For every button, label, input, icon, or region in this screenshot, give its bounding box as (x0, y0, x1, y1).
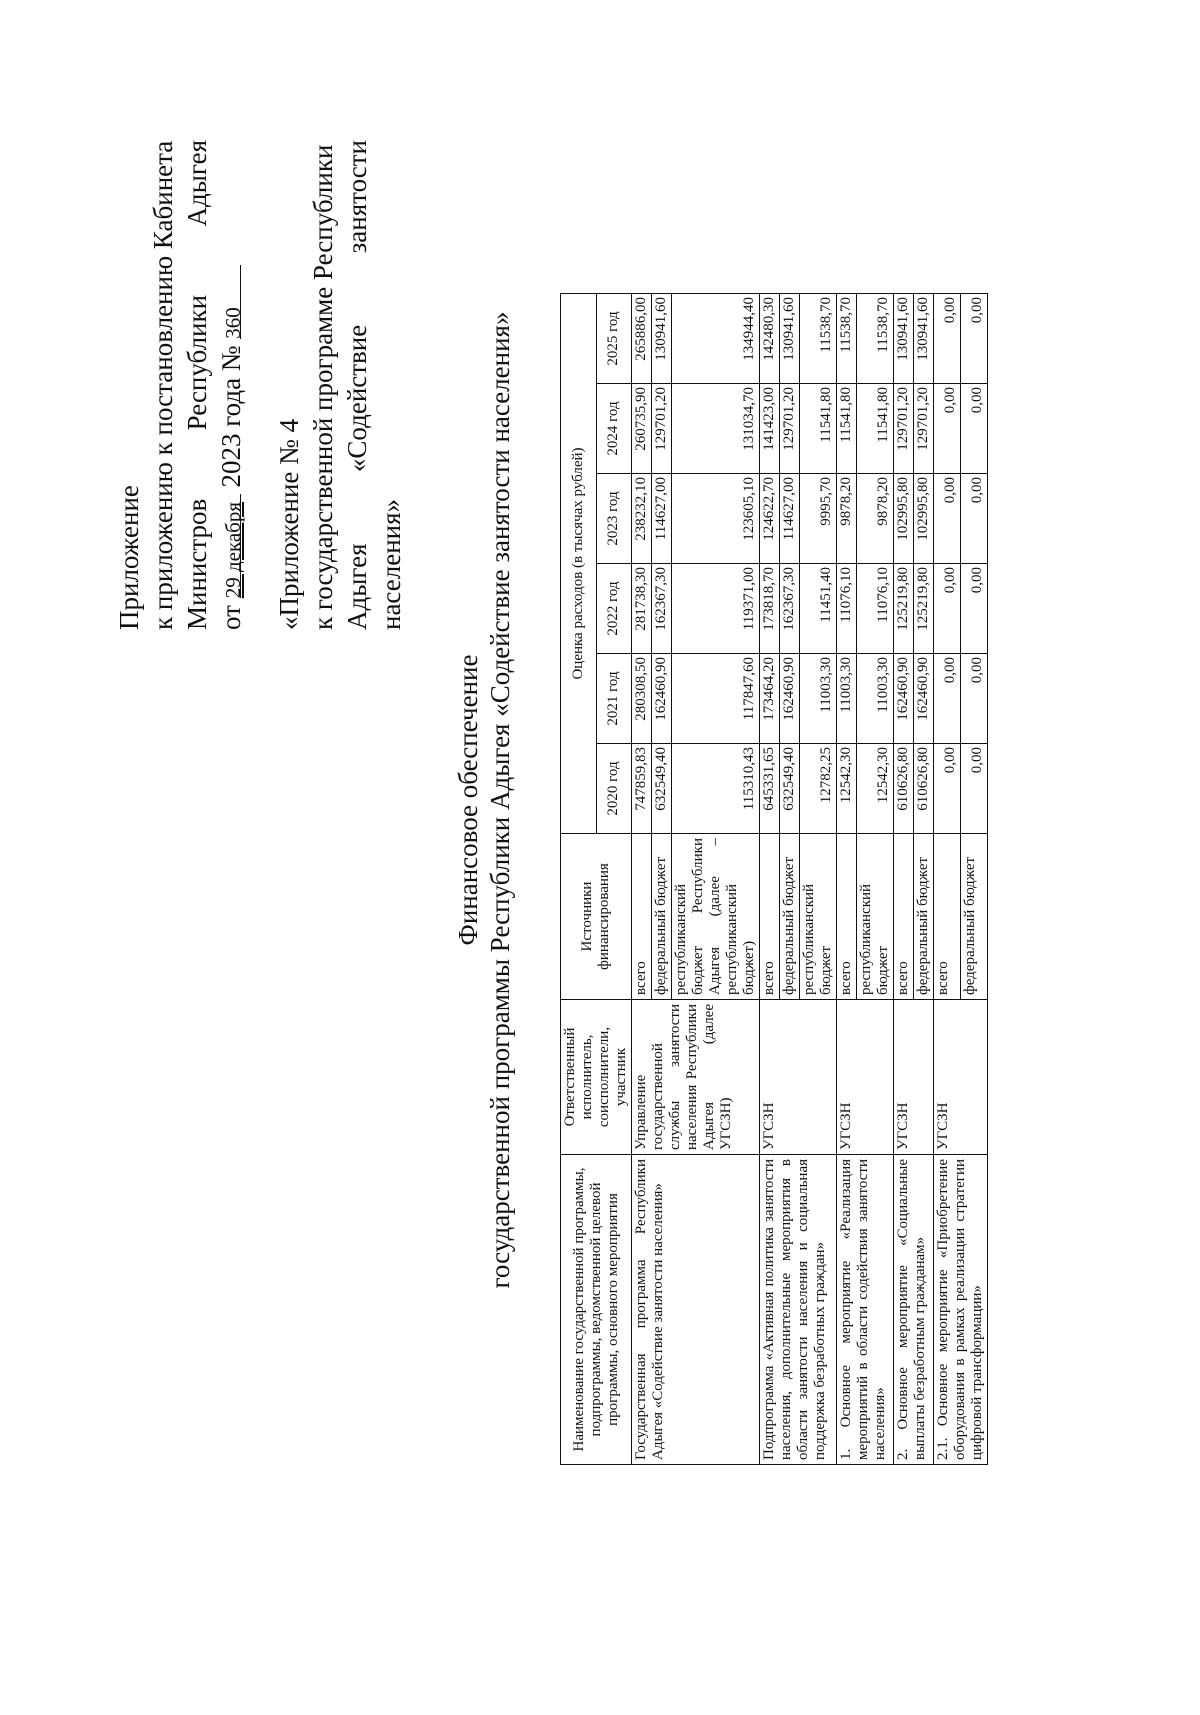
value-cell: 9878,20 (857, 474, 894, 564)
value-cell: 610626,80 (894, 744, 914, 834)
value-cell: 134944,40 (672, 294, 760, 384)
header-year: 2022 год (596, 564, 632, 654)
title-line-1: Финансовое обеспечение (453, 654, 483, 946)
value-cell: 0,00 (934, 294, 961, 384)
value-cell: 610626,80 (914, 744, 934, 834)
value-cell: 130941,60 (894, 294, 914, 384)
approval-word: Адыгея (182, 140, 212, 227)
value-cell: 11538,70 (857, 294, 894, 384)
source-cell: всего (934, 834, 961, 1000)
source-cell: федеральный бюджет (652, 834, 672, 1000)
header-executor: Ответственный исполнитель, соисполнители, участник (561, 1000, 632, 1155)
source-cell: республиканский бюджет Республики Адыгея (далее – республиканский бюджет) (672, 834, 760, 1000)
value-cell: 281738,30 (632, 564, 652, 654)
header-year: 2023 год (596, 474, 632, 564)
value-cell: 142480,30 (760, 294, 780, 384)
value-cell: 11003,30 (800, 654, 837, 744)
table-row (934, 294, 961, 1465)
value-cell: 141423,00 (760, 384, 780, 474)
value-cell: 747859,83 (632, 744, 652, 834)
date-field (214, 494, 245, 599)
source-cell: федеральный бюджет (780, 834, 800, 1000)
annex-word: «Содействие (342, 324, 372, 473)
source-cell: федеральный бюджет (914, 834, 934, 1000)
value-cell: 9878,20 (837, 474, 857, 564)
header-year: 2025 год (596, 294, 632, 384)
value-cell: 0,00 (961, 294, 988, 384)
table-row (837, 294, 857, 1465)
date-value: 29 декабря (221, 501, 245, 599)
value-cell: 129701,20 (652, 384, 672, 474)
approval-date-line (214, 140, 248, 630)
value-cell: 117847,60 (672, 654, 760, 744)
source-cell: федеральный бюджет (961, 834, 988, 1000)
source-cell: республиканский бюджет (857, 834, 894, 1000)
header-name: Наименование государственной программы, подпрограммы, ведомственной целевой программы, основного мероприятия (561, 1155, 632, 1465)
source-cell: всего (632, 834, 652, 1000)
source-cell: республиканский бюджет (800, 834, 837, 1000)
value-cell: 11538,70 (837, 294, 857, 384)
financing-table (560, 293, 988, 1465)
value-cell: 265886,00 (632, 294, 652, 384)
value-cell: 129701,20 (894, 384, 914, 474)
value-cell: 11541,80 (837, 384, 857, 474)
value-cell: 12782,25 (800, 744, 837, 834)
value-cell: 102995,80 (894, 474, 914, 564)
approval-line-1: Приложение (114, 485, 144, 630)
annex-header (272, 140, 408, 630)
value-cell: 11451,40 (800, 564, 837, 654)
value-cell: 632549,40 (652, 744, 672, 834)
value-cell: 125219,80 (914, 564, 934, 654)
value-cell: 162460,90 (780, 654, 800, 744)
approval-word: Республики (182, 294, 212, 431)
value-cell: 162367,30 (780, 564, 800, 654)
value-cell: 11003,30 (857, 654, 894, 744)
executor-cell: УГСЗН (837, 1000, 894, 1155)
annex-word: Адыгея (342, 543, 372, 630)
value-cell: 0,00 (961, 654, 988, 744)
number-field (214, 265, 245, 339)
value-cell: 0,00 (934, 654, 961, 744)
value-cell: 11541,80 (857, 384, 894, 474)
value-cell: 0,00 (934, 474, 961, 564)
number-value: 360 (221, 307, 245, 339)
program-name-cell: Государственная программа Республики Адыгея «Содействие занятости населения» (632, 1155, 760, 1465)
header-year: 2021 год (596, 654, 632, 744)
year-text: 2023 года № (216, 345, 246, 488)
value-cell: 123605,10 (672, 474, 760, 564)
value-cell: 115310,43 (672, 744, 760, 834)
approval-line-3 (180, 140, 214, 630)
executor-cell: УГСЗН (760, 1000, 837, 1155)
date-prefix: от (216, 605, 246, 630)
value-cell: 0,00 (934, 384, 961, 474)
annex-word: занятости (342, 140, 372, 254)
value-cell: 11538,70 (800, 294, 837, 384)
program-name-cell: 1. Основное мероприятие «Реализация мероприятий в области содействия занятости населения» (837, 1155, 894, 1465)
approval-header (112, 140, 248, 630)
source-cell: всего (837, 834, 857, 1000)
table-row (632, 294, 652, 1465)
value-cell: 129701,20 (914, 384, 934, 474)
value-cell: 0,00 (961, 474, 988, 564)
source-cell: всего (894, 834, 914, 1000)
value-cell: 131034,70 (672, 384, 760, 474)
value-cell: 645331,65 (760, 744, 780, 834)
value-cell: 11076,10 (837, 564, 857, 654)
program-name-cell: Подпрограмма «Активная политика занятости населения, дополнительные мероприятия в области занятости населения и социальная поддержка безработных граждан» (760, 1155, 837, 1465)
value-cell: 124622,70 (760, 474, 780, 564)
value-cell: 130941,60 (652, 294, 672, 384)
value-cell: 11076,10 (857, 564, 894, 654)
header-estimate: Оценка расходов (в тысячах рублей) (561, 294, 597, 834)
value-cell: 119371,00 (672, 564, 760, 654)
annex-line-4: населения» (376, 498, 406, 630)
annex-line-2: к государственной программе Республики (308, 144, 338, 630)
value-cell: 0,00 (961, 564, 988, 654)
executor-cell: УГСЗН (934, 1000, 988, 1155)
executor-cell: Управление государственной службы занятости населения Республики Адыгея (далее УГСЗН) (632, 1000, 760, 1155)
executor-cell: УГСЗН (894, 1000, 934, 1155)
program-name-cell: 2. Основное мероприятие «Социальные выплаты безработным гражданам» (894, 1155, 934, 1465)
value-cell: 162460,90 (652, 654, 672, 744)
source-cell: всего (760, 834, 780, 1000)
value-cell: 632549,40 (780, 744, 800, 834)
table-row (894, 294, 914, 1465)
value-cell: 12542,30 (837, 744, 857, 834)
value-cell: 173464,20 (760, 654, 780, 744)
approval-word: Министров (182, 498, 212, 630)
value-cell: 130941,60 (914, 294, 934, 384)
value-cell: 162460,90 (894, 654, 914, 744)
program-name-cell: 2.1. Основное мероприятие «Приобретение оборудования в рамках реализации стратегии цифровой трансформации» (934, 1155, 988, 1465)
value-cell: 238232,10 (632, 474, 652, 564)
document-title (452, 155, 516, 1445)
value-cell: 11003,30 (837, 654, 857, 744)
approval-line-2: к приложению к постановлению Кабинета (148, 140, 178, 630)
annex-line-3 (340, 140, 374, 630)
value-cell: 0,00 (934, 564, 961, 654)
value-cell: 12542,30 (857, 744, 894, 834)
value-cell: 260735,90 (632, 384, 652, 474)
value-cell: 0,00 (934, 744, 961, 834)
header-source: Источники финансирования (561, 834, 632, 1000)
value-cell: 129701,20 (780, 384, 800, 474)
value-cell: 114627,00 (652, 474, 672, 564)
value-cell: 162367,30 (652, 564, 672, 654)
value-cell: 162460,90 (914, 654, 934, 744)
value-cell: 173818,70 (760, 564, 780, 654)
value-cell: 125219,80 (894, 564, 914, 654)
annex-line-1: «Приложение № 4 (274, 418, 304, 630)
value-cell: 9995,70 (800, 474, 837, 564)
value-cell: 130941,60 (780, 294, 800, 384)
value-cell: 0,00 (961, 384, 988, 474)
table-row (760, 294, 780, 1465)
value-cell: 102995,80 (914, 474, 934, 564)
header-year: 2024 год (596, 384, 632, 474)
value-cell: 280308,50 (632, 654, 652, 744)
value-cell: 114627,00 (780, 474, 800, 564)
header-year: 2020 год (596, 744, 632, 834)
title-line-2: государственной программы Республики Адыгея «Содействие занятости населения» (485, 311, 515, 1289)
value-cell: 0,00 (961, 744, 988, 834)
table-body (632, 294, 988, 1465)
value-cell: 11541,80 (800, 384, 837, 474)
